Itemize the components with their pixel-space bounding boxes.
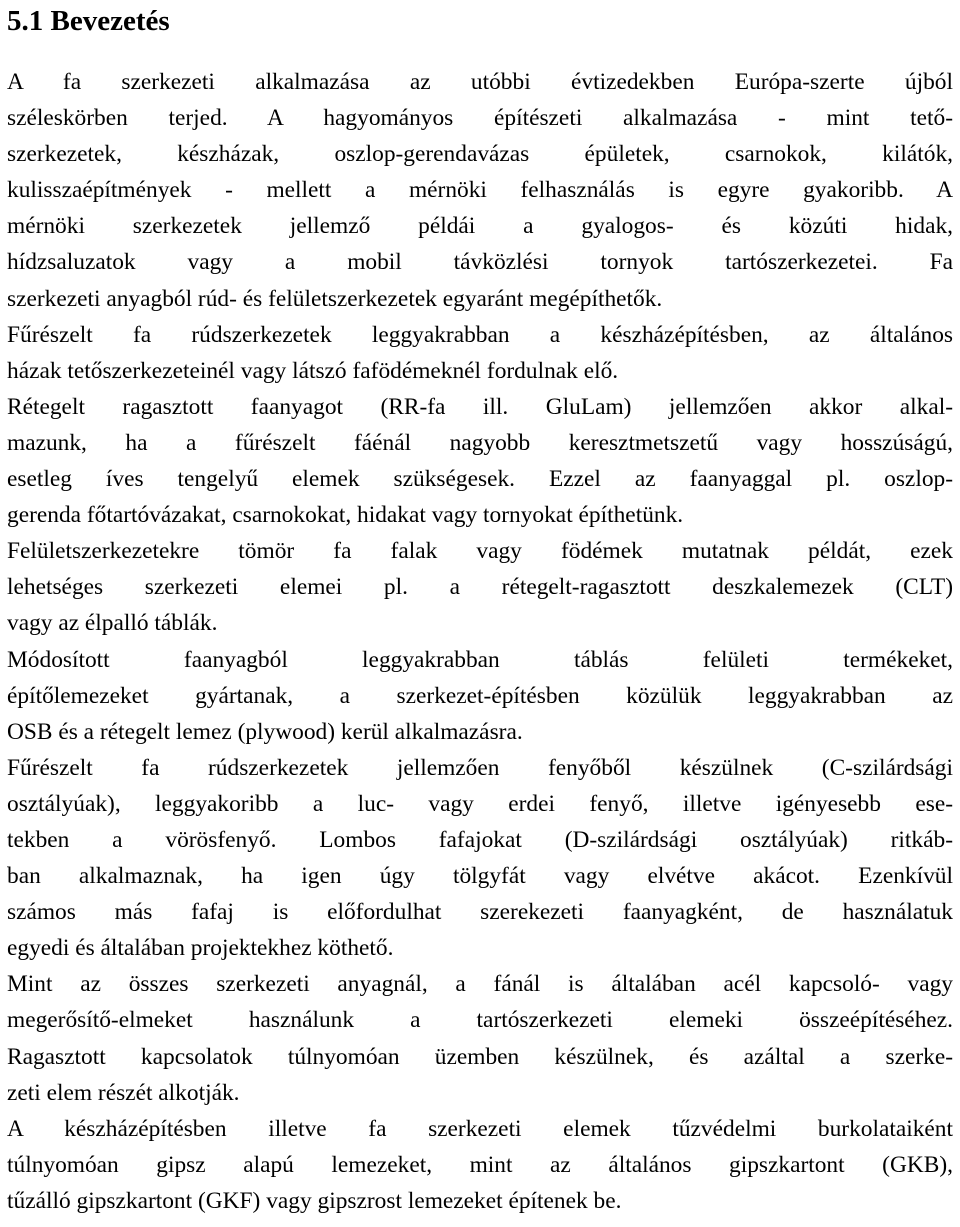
- paragraph: [7, 317, 953, 389]
- document-page: [7, 0, 953, 1219]
- text-line: A fa szerkezeti alkalmazása az utóbbi évtizedekben Európa-szerte újból: [7, 69, 953, 95]
- paragraph: [7, 64, 953, 317]
- text-line: széleskörben terjed. A hagyományos építészeti alkalmazása - mint tető-: [7, 105, 953, 132]
- text-line: lehetséges szerkezeti elemei pl. a rétegelt-ragasztott deszkalemezek (CLT): [7, 574, 953, 601]
- text-line: Fűrészelt fa rúdszerkezetek leggyakrabban a készházépítésben, az általános: [7, 321, 953, 348]
- text-line: hídzsaluzatok vagy a mobil távközlési tornyok tartószerkezetei. Fa: [7, 249, 953, 276]
- text-line: osztályúak), leggyakoribb a luc- vagy erdei fenyő, illetve igényesebb ese-: [7, 790, 953, 817]
- text-line: házak tetőszerkezeteinél vagy látszó fafödémeknél fordulnak elő.: [7, 357, 619, 384]
- paragraph: [7, 750, 953, 967]
- text-line: egyedi és általában projektekhez köthető.: [7, 935, 394, 962]
- text-line: gerenda főtartóvázakat, csarnokokat, hidakat vagy tornyokat építhetünk.: [7, 502, 684, 529]
- text-line: számos más fafaj is előfordulhat szerekezeti faanyagként, de használatuk: [7, 899, 953, 926]
- text-line: szerkezetek, készházak, oszlop-gerendavázas épületek, csarnokok, kilátók,: [7, 141, 953, 168]
- text-line: tűzálló gipszkartont (GKF) vagy gipszrost lemezeket építenek be.: [7, 1187, 622, 1214]
- text-line: mérnöki szerkezetek jellemző példái a gyalogos- és közúti hidak,: [7, 213, 953, 240]
- paragraph: [7, 642, 953, 750]
- text-line: Ragasztott kapcsolatok túlnyomóan üzemben készülnek, és azáltal a szerke-: [7, 1043, 953, 1070]
- text-line: ban alkalmaznak, ha igen úgy tölgyfát vagy elvétve akácot. Ezenkívül: [7, 863, 953, 890]
- text-line: szerkezeti anyagból rúd- és felületszerkezetek egyaránt megépíthetők.: [7, 285, 663, 312]
- text-line: megerősítő-elmeket használunk a tartószerkezeti elemeki összeépítéséhez.: [7, 1007, 953, 1034]
- text-line: Módosított faanyagból leggyakrabban táblás felületi termékeket,: [7, 646, 953, 673]
- text-line: esetleg íves tengelyű elemek szükségesek. Ezzel az faanyaggal pl. oszlop-: [7, 466, 953, 493]
- body-text: [7, 64, 953, 1219]
- text-line: építőlemezeket gyártanak, a szerkezet-építésben közülük leggyakrabban az: [7, 682, 953, 709]
- paragraph: [7, 389, 953, 533]
- paragraph: [7, 1111, 953, 1219]
- section-heading: 5.1 Bevezetés: [7, 5, 170, 37]
- text-line: Fűrészelt fa rúdszerkezetek jellemzően fenyőből készülnek (C-szilárdsági: [7, 754, 953, 781]
- text-line: tekben a vörösfenyő. Lombos fafajokat (D-szilárdsági osztályúak) ritkáb-: [7, 826, 953, 853]
- text-line: túlnyomóan gipsz alapú lemezeket, mint az általános gipszkartont (GKB),: [7, 1151, 953, 1178]
- text-line: A készházépítésben illetve fa szerkezeti elemek tűzvédelmi burkolataiként: [7, 1115, 953, 1142]
- text-line: zeti elem részét alkotják.: [7, 1079, 240, 1106]
- text-line: OSB és a rétegelt lemez (plywood) kerül alkalmazásra.: [7, 718, 523, 745]
- text-line: vagy az élpalló táblák.: [7, 610, 218, 637]
- text-line: kulisszaépítmények - mellett a mérnöki felhasználás is egyre gyakoribb. A: [7, 177, 953, 204]
- paragraph: [7, 533, 953, 641]
- text-line: Felületszerkezetekre tömör fa falak vagy födémek mutatnak példát, ezek: [7, 538, 953, 565]
- text-line: mazunk, ha a fűrészelt fáénál nagyobb keresztmetszetű vagy hosszúságú,: [7, 429, 953, 456]
- paragraph: [7, 966, 953, 1110]
- text-line: Rétegelt ragasztott faanyagot (RR-fa ill. GluLam) jellemzően akkor alkal-: [7, 393, 953, 420]
- text-line: Mint az összes szerkezeti anyagnál, a fánál is általában acél kapcsoló- vagy: [7, 971, 953, 998]
